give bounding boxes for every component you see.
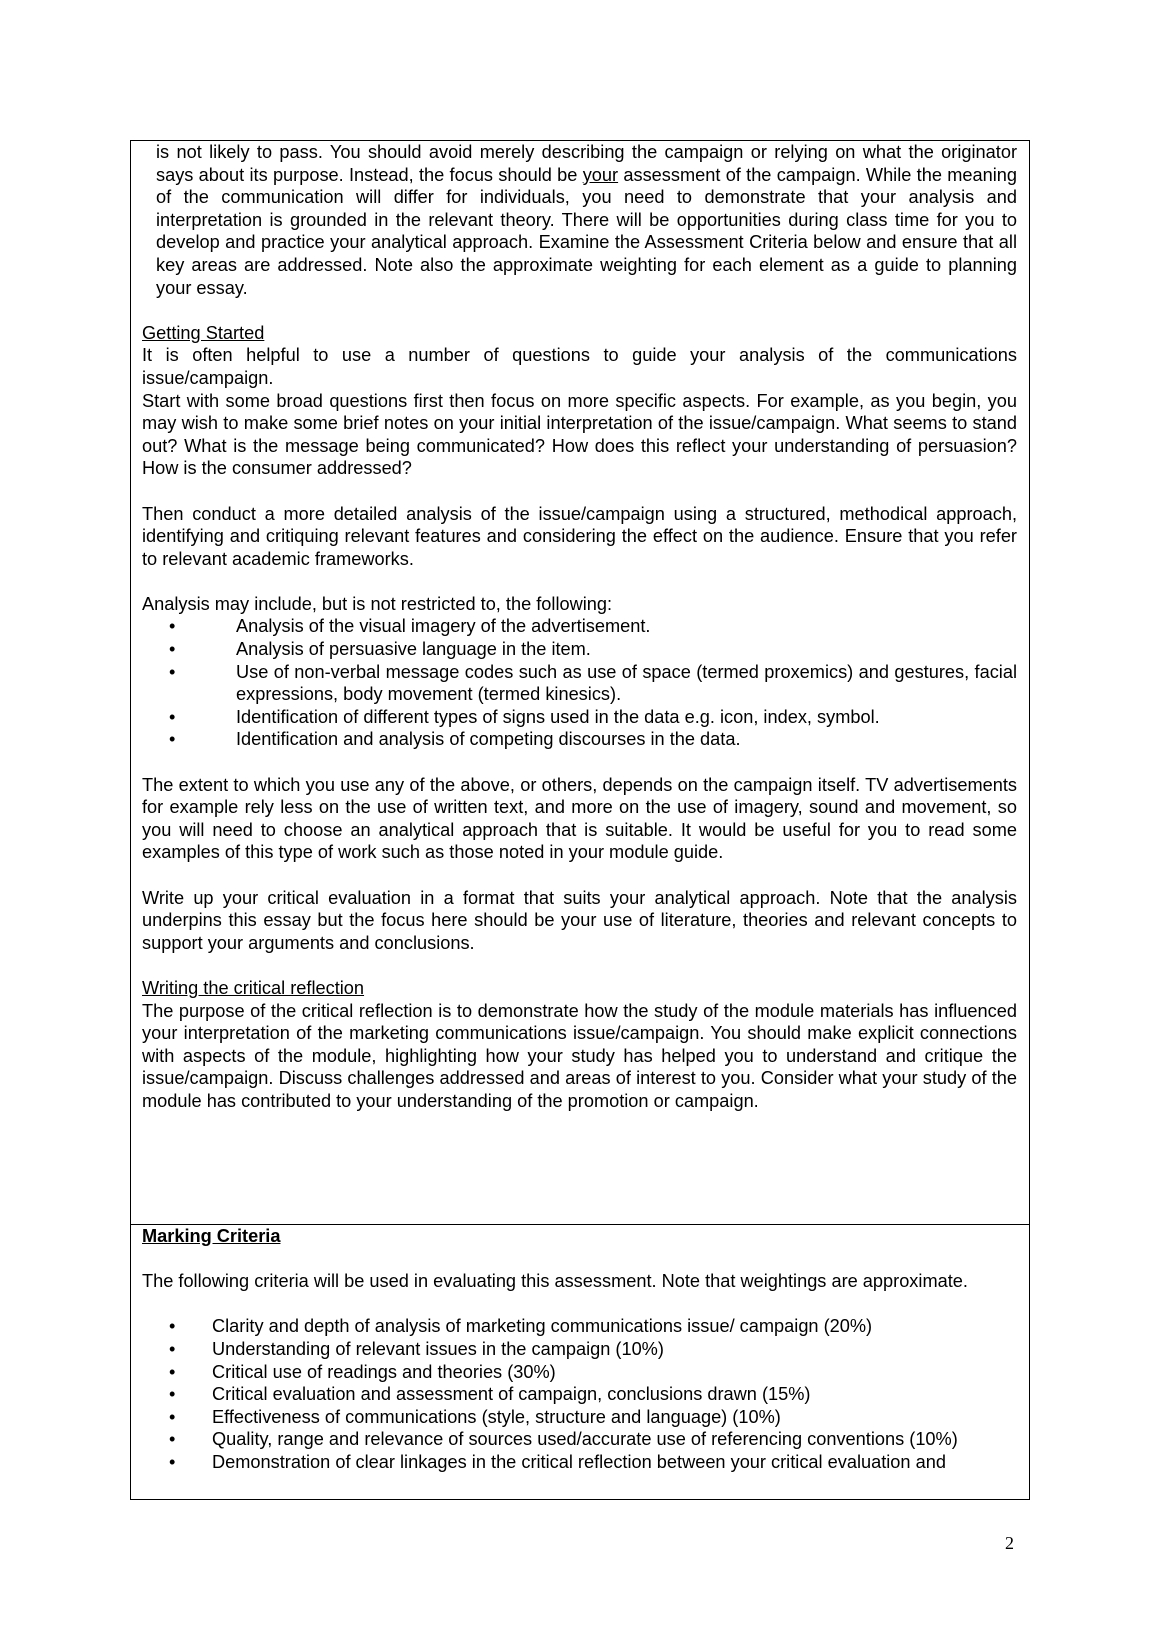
intro-emphasis: your	[582, 164, 619, 185]
getting-started-p6: Write up your critical evaluation in a format that suits your analytical approach. Note that the analysis underpins this essay but the focus here should be your use of literature, theories and relevant concepts to support your arguments and conclusions.	[142, 887, 1017, 953]
marking-criteria-heading: Marking Criteria	[142, 1226, 281, 1246]
list-item: • Quality, range and relevance of sources used/accurate use of referencing conventions (10%)	[169, 1429, 958, 1450]
list-item: • Identification of different types of signs used in the data e.g. icon, index, symbol.	[169, 706, 880, 727]
bullet-icon: •	[169, 1361, 176, 1382]
bullet-icon: •	[169, 616, 176, 637]
getting-started-p5: The extent to which you use any of the above, or others, depends on the campaign itself. TV advertisements for example rely less on the use of written text, and more on the use of imagery, sound and movement, so you will need to choose an analytical approach that is suitable. It would be useful for you to read some examples of this type of work such as those noted in your module guide.	[142, 774, 1017, 863]
bullet-icon: •	[169, 1384, 176, 1405]
intro-paragraph	[131, 141, 1029, 299]
bullet-icon: •	[169, 1316, 176, 1337]
list-item: • Analysis of the visual imagery of the advertisement.	[169, 616, 651, 637]
list-item: • Critical evaluation and assessment of campaign, conclusions drawn (15%)	[169, 1384, 811, 1405]
list-item: • Critical use of readings and theories (30%)	[169, 1361, 556, 1382]
bullet-icon: •	[169, 639, 176, 660]
list-item: • Effectiveness of communications (style, structure and language) (10%)	[169, 1406, 781, 1427]
critical-reflection-p1: The purpose of the critical reflection is to demonstrate how the study of the module materials has influenced your interpretation of the marketing communications issue/campaign. You should make explicit connections with aspects of the module, highlighting how your study has helped you to understand and critique the issue/campaign. Discuss challenges addressed and areas of interest to you. Consider what your study of the module has contributed to your understanding of the promotion or campaign.	[142, 1000, 1017, 1111]
list-item: • Demonstration of clear linkages in the critical reflection between your critical evaluation and	[169, 1451, 946, 1472]
getting-started-p1: It is often helpful to use a number of questions to guide your analysis of the communications issue/campaign.	[142, 345, 1017, 388]
page-number: 2	[1005, 1533, 1014, 1553]
getting-started-p3: Then conduct a more detailed analysis of the issue/campaign using a structured, methodical approach, identifying and critiquing relevant features and considering the effect on the audience. Ensure that you refer to relevant academic frameworks.	[142, 503, 1017, 569]
bullet-icon: •	[169, 661, 176, 682]
analysis-list	[131, 615, 1029, 751]
bullet-icon: •	[169, 729, 176, 750]
criteria-list	[131, 1315, 1029, 1473]
list-item: • Identification and analysis of competing discourses in the data.	[169, 729, 741, 750]
bullet-icon: •	[169, 1451, 176, 1472]
getting-started-p2: Start with some broad questions first then focus on more specific aspects. For example, as you begin, you may wish to make some brief notes on your initial interpretation of the issue/campaign. What seems to stand out? What is the message being communicated? How does this reflect your understanding of persuasion? How is the consumer addressed?	[142, 390, 1017, 479]
list-item: • Use of non-verbal message codes such as use of space (termed proxemics) and gestures, facial expressions, body movement (termed kinesics).	[169, 661, 1017, 705]
marking-criteria-intro: The following criteria will be used in evaluating this assessment. Note that weightings are approximate.	[142, 1271, 968, 1292]
critical-reflection-heading: Writing the critical reflection	[142, 977, 365, 998]
intro-text-1: is not likely to pass. You should avoid merely describing the campaign or relying on what the originator says about its purpose. Instead, the focus should be	[156, 142, 1017, 185]
assignment-table	[130, 140, 1030, 1500]
bullet-icon: •	[169, 1338, 176, 1359]
bullet-icon: •	[169, 1429, 176, 1450]
intro-text-2: assessment of the campaign. While the meaning of the communication will differ for individuals, you need to demonstrate that your analysis and interpretation is grounded in the relevant theory. There will be opportunities during class time for you to develop and practice your analytical approach. Examine the Assessment Criteria below and ensure that all key areas are addressed. Note also the approximate weighting for each element as a guide to planning your essay.	[156, 164, 1017, 298]
list-item: • Understanding of relevant issues in the campaign (10%)	[169, 1338, 664, 1359]
list-item: • Clarity and depth of analysis of marketing communications issue/ campaign (20%)	[169, 1316, 873, 1337]
bullet-icon: •	[169, 1406, 176, 1427]
marking-criteria-cell	[131, 1224, 1029, 1499]
bullet-icon: •	[169, 706, 176, 727]
list-item: • Analysis of persuasive language in the item.	[169, 639, 591, 660]
getting-started-p4: Analysis may include, but is not restricted to, the following:	[142, 593, 613, 614]
getting-started-heading: Getting Started	[142, 322, 265, 343]
guidance-cell	[131, 141, 1029, 1224]
